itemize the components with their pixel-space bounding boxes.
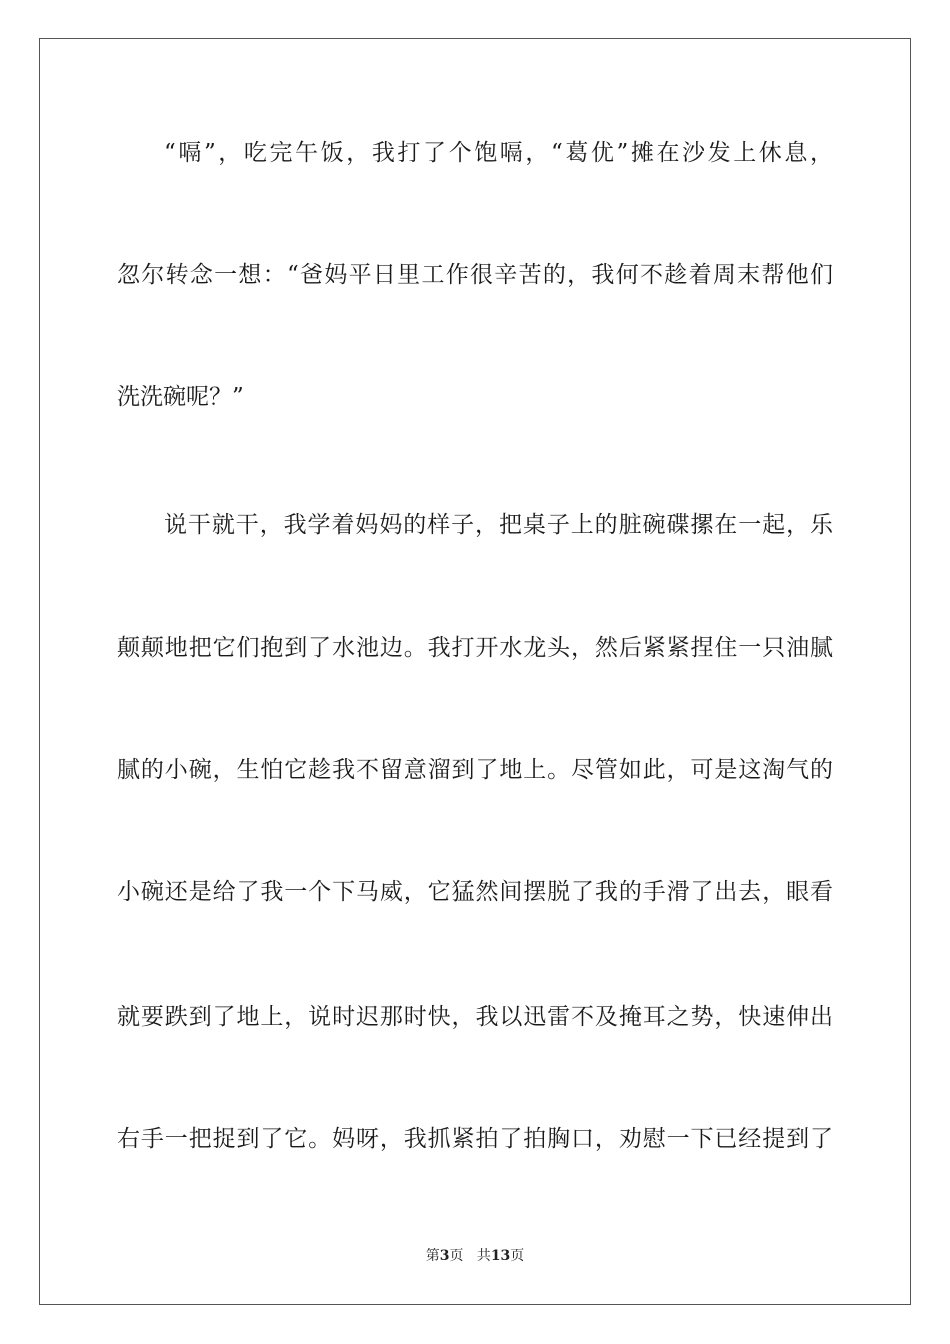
- paragraph-2-line-1: 说干就干，我学着妈妈的样子，把桌子上的脏碗碟摞在一起，乐: [164, 512, 833, 538]
- page-footer: [0, 1246, 950, 1266]
- page-prefix: 第: [425, 1248, 440, 1264]
- total-pages: 13: [490, 1248, 511, 1264]
- paragraph-2-line-6: 右手一把捉到了它。妈呀，我抓紧拍了拍胸口，劝慰一下已经提到了: [117, 1126, 833, 1152]
- total-prefix: 共: [476, 1248, 491, 1264]
- page-suffix: 页: [449, 1248, 464, 1264]
- total-suffix: 页: [510, 1248, 525, 1264]
- paragraph-2-line-2: 颠颠地把它们抱到了水池边。我打开水龙头，然后紧紧捏住一只油腻: [117, 635, 833, 661]
- page-frame: [39, 38, 911, 1305]
- paragraph-2-line-3: 腻的小碗，生怕它趁我不留意溜到了地上。尽管如此，可是这淘气的: [117, 757, 833, 783]
- paragraph-1-line-2: 忽尔转念一想：“爸妈平日里工作很辛苦的，我何不趁着周末帮他们: [117, 262, 833, 288]
- paragraph-2-line-4: 小碗还是给了我一个下马威，它猛然间摆脱了我的手滑了出去，眼看: [117, 879, 833, 905]
- page-number: 3: [439, 1248, 450, 1264]
- paragraph-1-line-1: “嗝”，吃完午饭，我打了个饱嗝，“葛优”摊在沙发上休息，: [164, 140, 833, 166]
- paragraph-2-line-5: 就要跌到了地上，说时迟那时快，我以迅雷不及掩耳之势，快速伸出: [117, 1004, 833, 1030]
- paragraph-1-line-3: 洗洗碗呢？”: [117, 384, 244, 410]
